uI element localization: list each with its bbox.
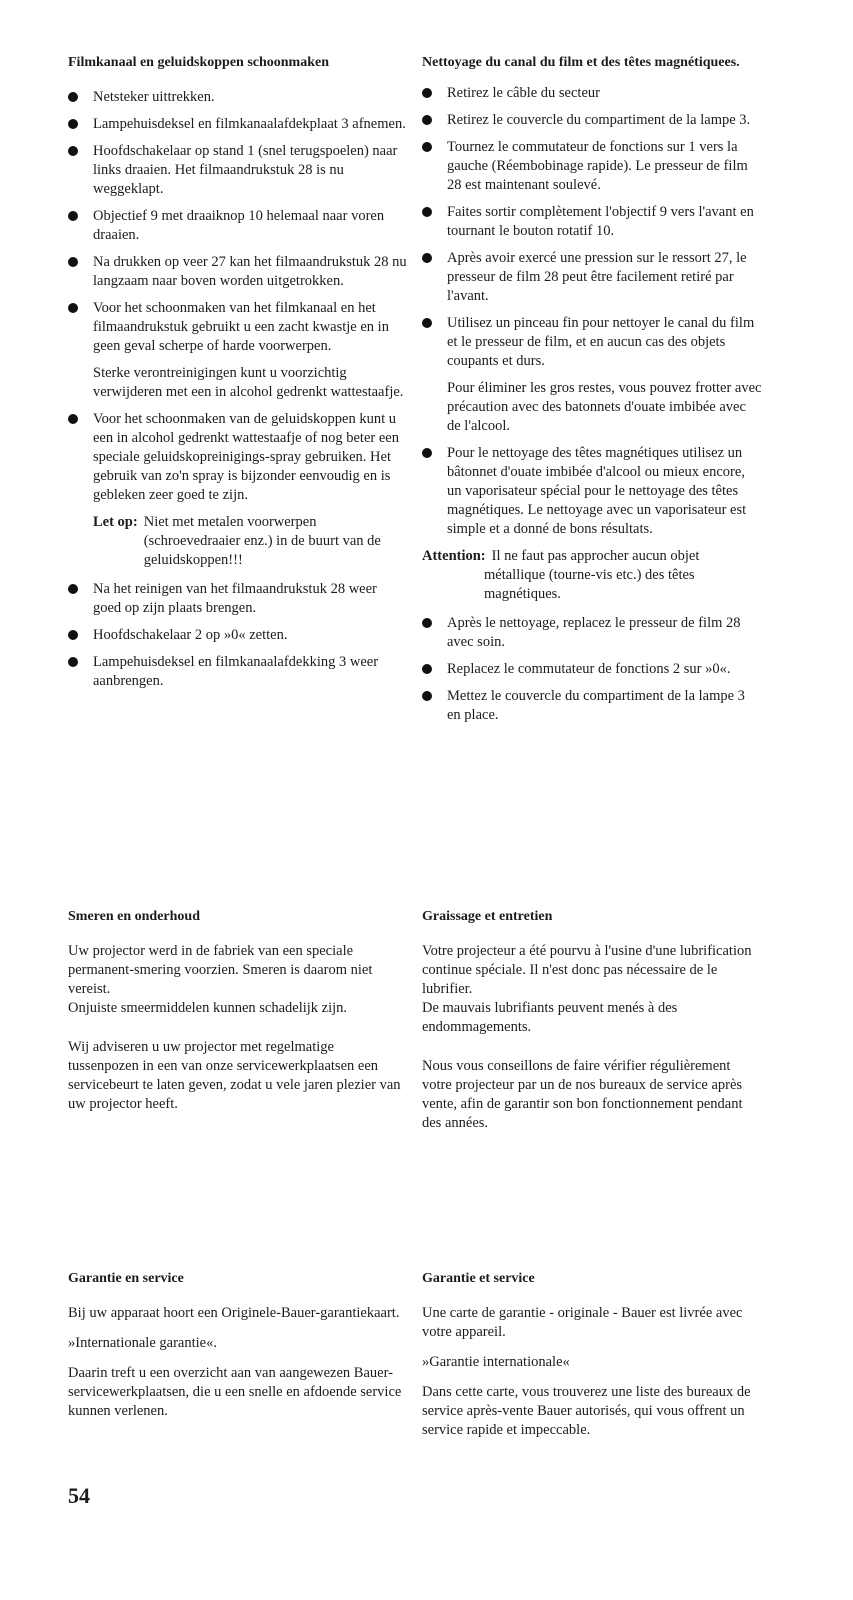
- lubrication-section-nl: [68, 908, 408, 1125]
- warranty-section-fr: [422, 1270, 762, 1451]
- bullet-icon: [422, 691, 432, 701]
- paragraph: Wij adviseren u uw projector met regelmatige tussenpozen in een van onze servicewerkplaatsen een servicebeurt te laten geven, zodat u vele jaren plezier van uw projector heeft.: [68, 1039, 401, 1112]
- paragraph: Nous vous conseillons de faire vérifier régulièrement votre projecteur par un de nos bureaux de service après vente, afin de garantir son bon fonctionnement pendant des années.: [422, 1058, 743, 1131]
- list-item: Na drukken op veer 27 kan het filmaandrukstuk 28 nu langzaam naar boven worden uitgetrokken.: [68, 253, 408, 291]
- list-item: Après le nettoyage, replacez le presseur de film 28 avec soin.: [422, 614, 762, 652]
- warning-note: [93, 513, 408, 570]
- section-heading: Graissage et entretien: [422, 909, 553, 924]
- bullet-icon: [422, 142, 432, 152]
- bullet-icon: [68, 630, 78, 640]
- list-item: Voor het schoonmaken van het filmkanaal en het filmaandrukstuk gebruikt u een zacht kwastje en in geen geval scherpe of harde voorwerpen.: [68, 299, 408, 356]
- list-item: Replacez le commutateur de fonctions 2 sur »0«.: [422, 660, 762, 679]
- bullet-icon: [68, 119, 78, 129]
- bullet-icon: [68, 303, 78, 313]
- bullet-icon: [68, 584, 78, 594]
- list-item: Retirez le câble du secteur: [422, 84, 762, 103]
- lubrication-section-fr: [422, 908, 762, 1144]
- bullet-icon: [422, 253, 432, 263]
- bullet-icon: [422, 618, 432, 628]
- bullet-icon: [422, 448, 432, 458]
- list-item: Objectief 9 met draaiknop 10 helemaal naar voren draaien.: [68, 207, 408, 245]
- list-item: Mettez le couvercle du compartiment de la lampe 3 en place.: [422, 687, 762, 725]
- list-item: Voor het schoonmaken van de geluidskoppen kunt u een in alcohol gedrenkt wattestaafje of nog beter een speciale geluidskopreinigings-spray gebruiken. Het gebruik van zo'n spray is bijzonder eenvoudig en is gebleken zeer goed te zijn.: [68, 410, 408, 505]
- paragraph: De mauvais lubrifiants peuvent menés à des endommagements.: [422, 1000, 678, 1035]
- paragraph: Une carte de garantie - originale - Bauer est livrée avec votre appareil.: [422, 1305, 743, 1340]
- paragraph: Bij uw apparaat hoort een Originele-Bauer-garantiekaart.: [68, 1305, 400, 1321]
- paragraph: Dans cette carte, vous trouverez une liste des bureaux de service après-vente Bauer autorisés, qui vous offrent un service rapide et impeccable.: [422, 1384, 751, 1438]
- warranty-section-nl: [68, 1270, 408, 1432]
- paragraph: »Internationale garantie«.: [68, 1335, 217, 1351]
- bullet-icon: [422, 88, 432, 98]
- bullet-icon: [68, 146, 78, 156]
- sub-paragraph: Pour éliminer les gros restes, vous pouvez frotter avec précaution avec des batonnets d'ouate imbibée avec de l'alcool.: [447, 380, 762, 434]
- section-heading: Garantie en service: [68, 1271, 184, 1286]
- list-item: Pour le nettoyage des têtes magnétiques utilisez un bâtonnet d'ouate imbibée d'alcool ou mieux encore, un vaporisateur spécial pour le nettoyage des têtes magnétiques. Le nettoyage avec un vaporisateur est simple et a donné de bons résultats.: [422, 444, 762, 539]
- bullet-list: [68, 580, 408, 691]
- section-heading: Garantie et service: [422, 1271, 535, 1286]
- list-item: Hoofdschakelaar op stand 1 (snel terugspoelen) naar links draaien. Het filmaandrukstuk 28 is nu weggeklapt.: [68, 142, 408, 199]
- bullet-list: [68, 410, 408, 505]
- bullet-icon: [422, 664, 432, 674]
- bullet-icon: [68, 211, 78, 221]
- bullet-icon: [422, 115, 432, 125]
- note-text: Niet met metalen voorwerpen (schroevedraaier enz.) in de buurt van de geluidskoppen!!!: [143, 514, 381, 568]
- paragraph: Uw projector werd in de fabriek van een speciale permanent-smering voorzien. Smeren is daarom niet vereist.: [68, 943, 373, 997]
- bullet-list: [422, 84, 762, 371]
- list-item: Na het reinigen van het filmaandrukstuk 28 weer goed op zijn plaats brengen.: [68, 580, 408, 618]
- list-item: Netsteker uittrekken.: [68, 88, 408, 107]
- list-item: Hoofdschakelaar 2 op »0« zetten.: [68, 626, 408, 645]
- bullet-icon: [68, 257, 78, 267]
- section-heading: Nettoyage du canal du film et des têtes magnétiquees.: [422, 55, 740, 70]
- bullet-icon: [422, 318, 432, 328]
- note-text: Attention: Il ne faut pas approcher aucun objet métallique (tourne-vis etc.) des têtes magnétiques.: [422, 548, 700, 602]
- paragraph: Votre projecteur a été pourvu à l'usine d'une lubrification continue spéciale. Il n'est donc pas nécessaire de le lubrifier.: [422, 943, 752, 997]
- note-label: Let op:: [93, 514, 138, 530]
- list-item: Utilisez un pinceau fin pour nettoyer le canal du film et le presseur de film, et en aucun cas des objets coupants et durs.: [422, 314, 762, 371]
- warning-note: [422, 547, 762, 604]
- bullet-list: [68, 88, 408, 356]
- bullet-icon: [68, 657, 78, 667]
- list-item: Retirez le couvercle du compartiment de la lampe 3.: [422, 111, 762, 130]
- bullet-icon: [422, 207, 432, 217]
- list-item: Faites sortir complètement l'objectif 9 vers l'avant en tournant le bouton rotatif 10.: [422, 203, 762, 241]
- bullet-icon: [68, 414, 78, 424]
- bullet-icon: [68, 92, 78, 102]
- cleaning-section-nl: [68, 54, 408, 699]
- bullet-list: [422, 614, 762, 725]
- paragraph: Onjuiste smeermiddelen kunnen schadelijk zijn.: [68, 1000, 348, 1016]
- cleaning-section-fr: [422, 54, 762, 733]
- sub-paragraph: Sterke verontreinigingen kunt u voorzichtig verwijderen met een in alcohol gedrenkt wattestaafje.: [93, 365, 404, 400]
- list-item: Lampehuisdeksel en filmkanaalafdekking 3 weer aanbrengen.: [68, 653, 408, 691]
- list-item: Tournez le commutateur de fonctions sur 1 vers la gauche (Réembobinage rapide). Le presseur de film 28 est maintenant soulevé.: [422, 138, 762, 195]
- section-heading: Filmkanaal en geluidskoppen schoonmaken: [68, 55, 330, 70]
- paragraph: »Garantie internationale«: [422, 1354, 570, 1370]
- list-item: Après avoir exercé une pression sur le ressort 27, le presseur de film 28 peut être facilement retiré par l'avant.: [422, 249, 762, 306]
- section-heading: Smeren en onderhoud: [68, 909, 200, 924]
- bullet-list: [422, 444, 762, 539]
- page-number: 54: [68, 1483, 90, 1508]
- paragraph: Daarin treft u een overzicht aan van aangewezen Bauer-servicewerkplaatsen, die u een snelle en afdoende service kunnen verlenen.: [68, 1365, 402, 1419]
- note-label: Attention:: [422, 548, 486, 564]
- list-item: Lampehuisdeksel en filmkanaalafdekplaat 3 afnemen.: [68, 115, 408, 134]
